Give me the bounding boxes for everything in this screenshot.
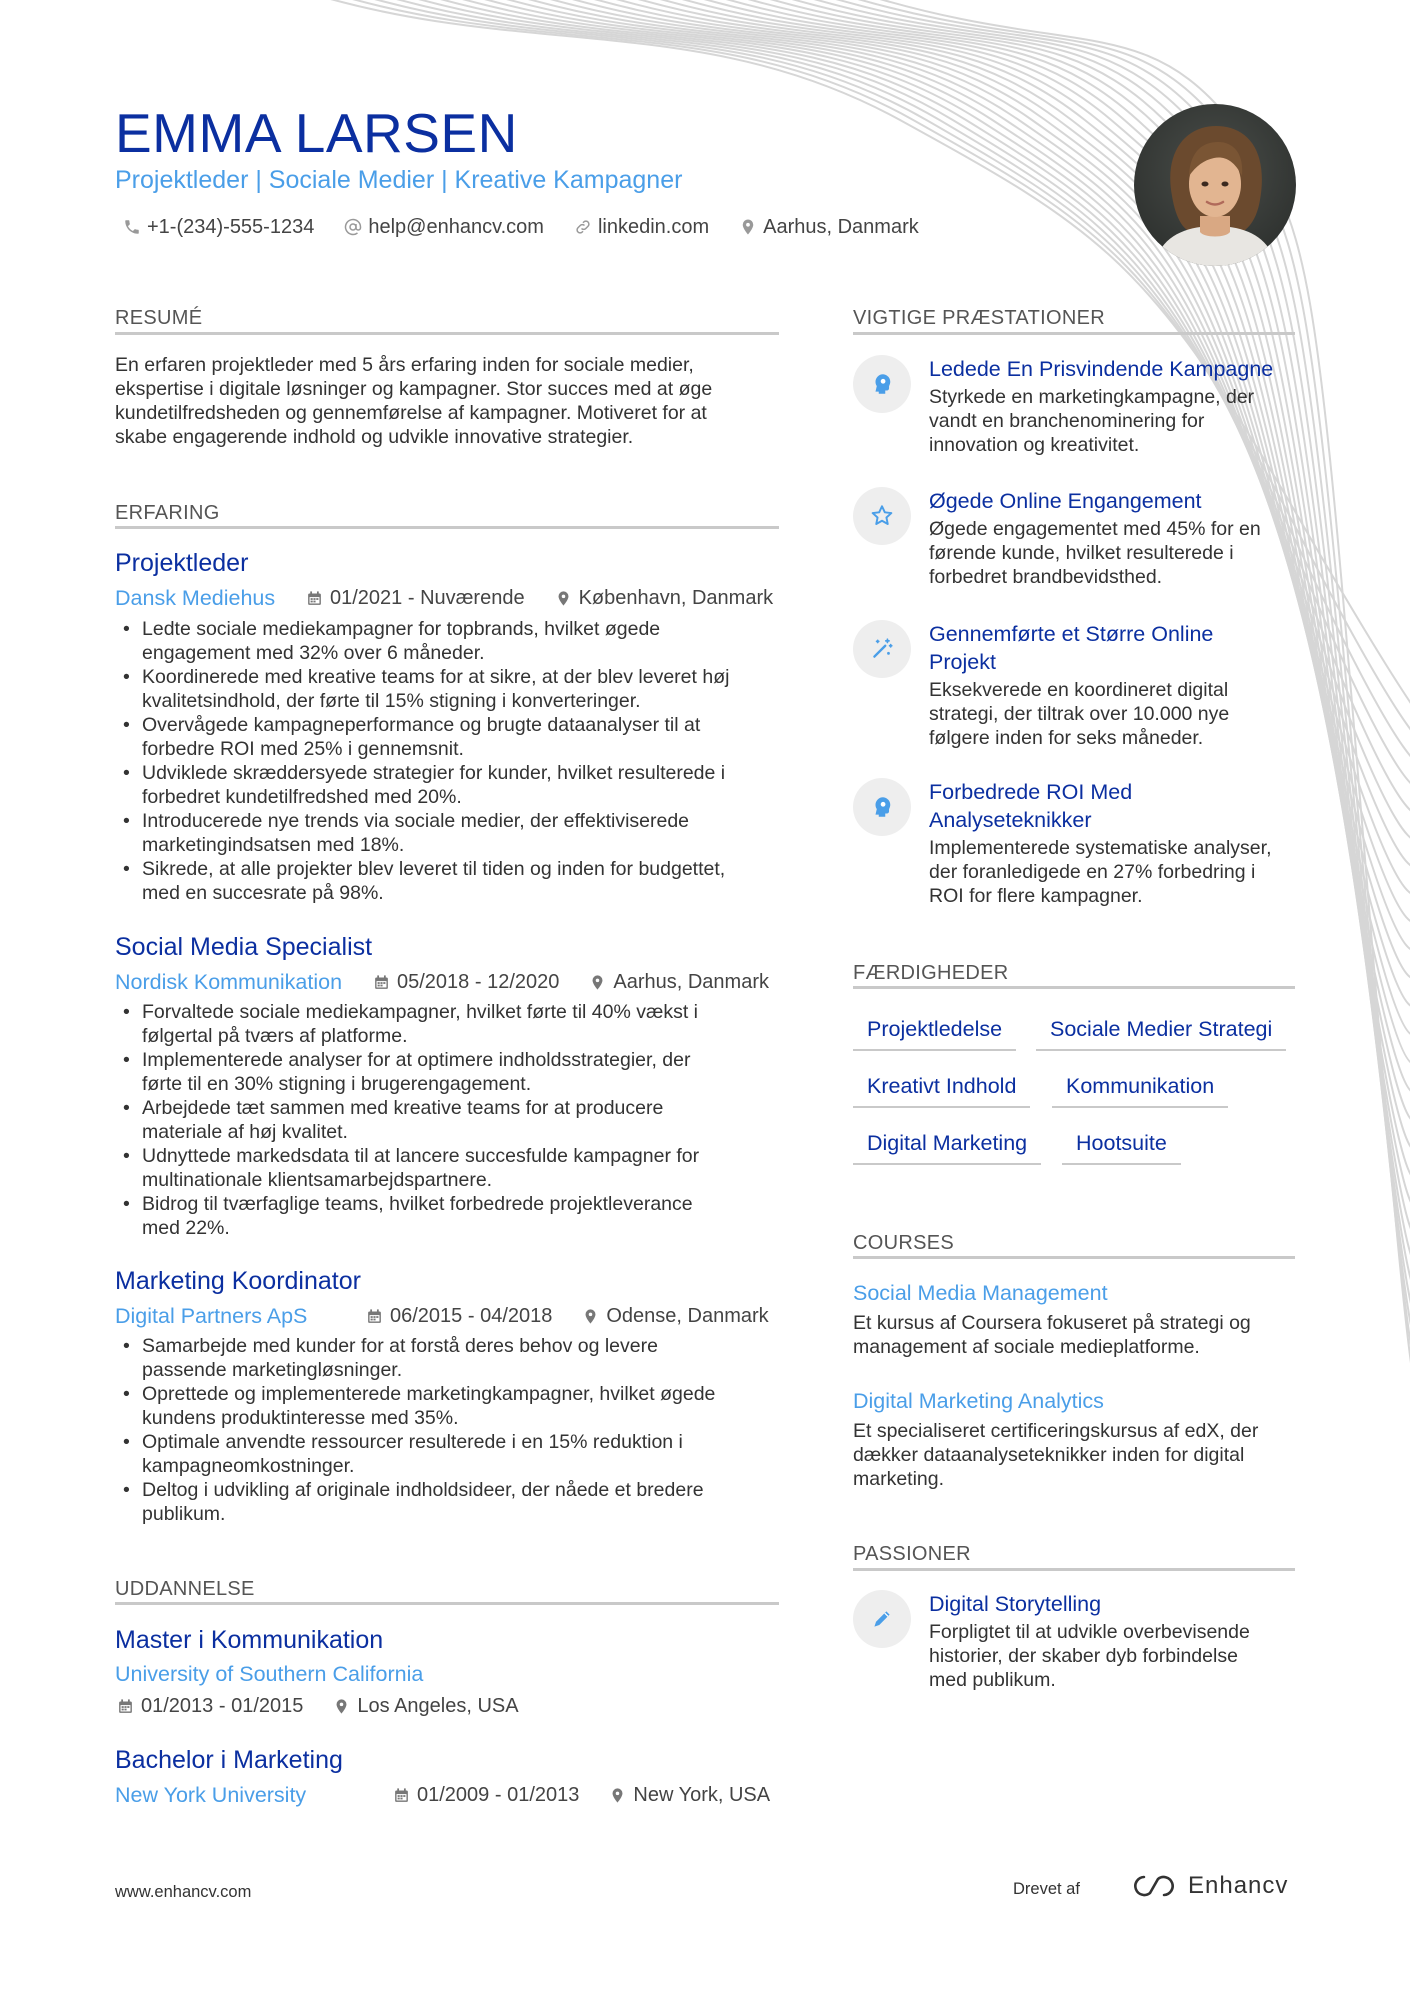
contact-linkedin[interactable] [574,213,709,241]
job-location-text: København, Danmark [578,587,774,609]
job-bullet: • Oprettede og implementerede marketingkampagner, hvilket øgede kundens produktinteresse med 35%. [115,1382,795,1430]
skills-section-title: FÆRDIGHEDER [853,962,1009,984]
job-company: Dansk Mediehus [115,586,276,610]
courses-divider [853,1256,1295,1259]
job-bullet: • Udnyttede markedsdata til at lancere succesfulde kampagner for multinationale klientsamarbejdspartnere. [115,1144,795,1192]
location-pin-icon [582,1308,599,1325]
education-location-text: Los Angeles, USA [357,1695,519,1717]
passion-item [929,1590,1299,1692]
education-dates-text: 01/2013 - 01/2015 [141,1695,304,1717]
job-title: Projektleder [115,549,249,577]
education-school: New York University [115,1783,307,1807]
achievement-desc: Styrkede en marketingkampagne, der vandt en branchenominering for innovation og kreativitet. [929,386,1255,456]
summary-line: kundetilfredsheden og gennemførelse af kampagner. Motiveret for at [115,402,707,424]
calendar-icon [117,1698,134,1715]
education-meta [393,1781,770,1809]
job-bullet: • Ledte sociale mediekampagner for topbrands, hvilket øgede engagement med 32% over 6 måneder. [115,617,795,665]
summary-line: skabe engagerende indhold og udvikle innovative strategier. [115,426,634,448]
skill-tag: Digital Marketing [853,1129,1041,1165]
footer-brand[interactable] [1130,1872,1288,1900]
location-pin-icon [739,218,757,236]
achievement-title: Forbedrede ROI Med Analyseteknikker [929,780,1133,832]
pen-icon [853,1590,911,1648]
footer-brand-name: Enhancv [1188,1872,1289,1899]
lightbulb-head-icon [853,778,911,836]
job-bullets [115,617,795,905]
star-icon [853,487,911,545]
achievement-item [929,620,1299,750]
skill-tag: Kommunikation [1052,1072,1228,1108]
profile-photo [1134,104,1296,266]
calendar-icon [393,1787,410,1804]
achievements-divider [853,332,1295,335]
lightbulb-head-icon [853,355,911,413]
summary-text [115,353,779,449]
job-bullet: • Udviklede skræddersyede strategier for kunder, hvilket resulterede i forbedret kundetilfredshed med 20%. [115,761,795,809]
job-bullet: • Samarbejde med kunder for at forstå deres behov og levere passende marketingløsninger. [115,1334,795,1382]
summary-divider [115,332,779,335]
linkedin-text: linkedin.com [597,216,710,238]
job-meta [366,1302,769,1330]
job-bullet: • Forvaltede sociale mediekampagner, hvilket førte til 40% vækst i følgertal på tværs af platforme. [115,1000,795,1048]
candidate-headline: Projektleder | Sociale Medier | Kreative Kampagner [115,166,683,194]
achievement-title: Ledede En Prisvindende Kampagne [929,357,1274,381]
achievement-desc: Øgede engagementet med 45% for en førende kunde, hvilket resulterede i forbedret brandbevidsthed. [929,518,1261,588]
education-dates-text: 01/2009 - 01/2013 [417,1784,580,1806]
skill-tag: Hootsuite [1062,1129,1181,1165]
summary-section-title: RESUMÉ [115,307,203,329]
achievement-item [929,355,1299,457]
passion-desc: Forpligtet til at udvikle overbevisende historier, der skaber dyb forbindelse med publikum. [929,1621,1250,1691]
job-dates-text: 05/2018 - 12/2020 [397,971,560,993]
link-icon [574,218,592,236]
job-meta [373,968,769,996]
job-bullet: • Optimale anvendte ressourcer resulterede i en 15% reduktion i kampagneomkostninger. [115,1430,795,1478]
skill-tag: Projektledelse [853,1015,1016,1051]
job-dates [366,1302,552,1330]
location-text: Aarhus, Danmark [763,216,919,238]
job-bullet: • Bidrog til tværfaglige teams, hvilket forbedrede projektleverance med 22%. [115,1192,795,1240]
calendar-icon [373,974,390,991]
courses-section-title: COURSES [853,1232,955,1254]
contact-location [739,213,919,241]
job-bullets [115,1000,795,1240]
job-bullet: • Arbejdede tæt sammen med kreative teams for at producere materiale af høj kvalitet. [115,1096,795,1144]
candidate-name: EMMA LARSEN [115,102,518,164]
contact-phone[interactable] [123,213,314,241]
achievement-item [929,487,1299,589]
phone-icon [123,218,141,236]
footer-website[interactable]: www.enhancv.com [115,1883,252,1901]
location-pin-icon [333,1698,350,1715]
achievements-section-title: VIGTIGE PRÆSTATIONER [853,307,1105,329]
job-dates [373,968,559,996]
skills-divider [853,986,1295,989]
passion-title: Digital Storytelling [929,1592,1102,1616]
education-location [333,1692,518,1720]
location-pin-icon [589,974,606,991]
summary-line: En erfaren projektleder med 5 års erfaring inden for sociale medier, [115,354,694,376]
portrait-illustration [1134,104,1296,266]
achievement-desc: Eksekverede en koordineret digital strategi, der tiltrak over 10.000 nye følgere inden for seks måneder. [929,679,1230,749]
job-dates-text: 06/2015 - 04/2018 [390,1305,553,1327]
passions-divider [853,1568,1295,1571]
calendar-icon [306,590,323,607]
location-pin-icon [555,590,572,607]
job-title: Social Media Specialist [115,933,373,961]
job-company: Nordisk Kommunikation [115,970,343,994]
education-section-title: UDDANNELSE [115,1578,255,1600]
job-location [589,968,769,996]
job-location-text: Odense, Danmark [606,1305,769,1327]
education-location-text: New York, USA [633,1784,771,1806]
experience-section-title: ERFARING [115,502,220,524]
education-location [609,1781,770,1809]
job-bullet: • Introducerede nye trends via sociale medier, der effektiviserede marketingindsatsen med 18%. [115,809,795,857]
education-divider [115,1602,779,1605]
skill-tag: Sociale Medier Strategi [1036,1015,1286,1051]
job-bullet: • Overvågede kampagneperformance og brugte dataanalyser til at forbedre ROI med 25% i gennemsnit. [115,713,795,761]
education-degree: Master i Kommunikation [115,1626,384,1654]
magic-wand-icon [853,620,911,678]
job-meta [306,584,773,612]
job-dates-text: 01/2021 - Nuværende [330,587,525,609]
skill-tag: Kreativt Indhold [853,1072,1030,1108]
location-pin-icon [609,1787,626,1804]
calendar-icon [366,1308,383,1325]
job-location-text: Aarhus, Danmark [613,971,769,993]
job-bullet: • Sikrede, at alle projekter blev leveret til tiden og inden for budgettet, med en succesrate på 98%. [115,857,795,905]
achievement-title: Øgede Online Engangement [929,489,1202,513]
job-bullets [115,1334,795,1526]
contact-email[interactable] [344,213,544,241]
course-name: Social Media Management [853,1281,1108,1305]
education-degree: Bachelor i Marketing [115,1746,343,1774]
job-location [582,1302,768,1330]
job-company: Digital Partners ApS [115,1304,308,1328]
achievement-title: Gennemførte et Større Online Projekt [929,622,1214,674]
achievement-item [929,778,1299,908]
course-desc: Et kursus af Coursera fokuseret på strategi og management af sociale medieplatforme. [853,1312,1251,1358]
job-bullet: • Implementerede analyser for at optimere indholdsstrategier, der førte til en 30% stigning i brugerengagement. [115,1048,795,1096]
job-dates [306,584,525,612]
course-name: Digital Marketing Analytics [853,1389,1104,1413]
achievement-desc: Implementerede systematiske analyser, der foranledigede en 27% forbedring i ROI for flere kampagner. [929,837,1272,907]
education-dates [117,1692,303,1720]
job-location [555,584,774,612]
enhancv-logo-icon [1130,1873,1178,1899]
job-bullet: • Koordinerede med kreative teams for at sikre, at der blev leveret høj kvalitetsindhold, der førte til 15% stigning i konverteringer. [115,665,795,713]
course-desc: Et specialiseret certificeringskursus af edX, der dækker dataanalyseteknikker inden for digital marketing. [853,1420,1259,1490]
contact-bar [123,213,919,241]
job-bullet: • Deltog i udvikling af originale indholdsideer, der nåede et bredere publikum. [115,1478,795,1526]
education-dates [393,1781,579,1809]
job-title: Marketing Koordinator [115,1267,361,1295]
footer-powered-by: Drevet af [1013,1880,1080,1898]
phone-text: +1-(234)-555-1234 [147,216,315,238]
email-text: help@enhancv.com [368,216,544,238]
summary-line: ekspertise i digitale løsninger og kampagner. Stor succes med at øge [115,378,713,400]
passions-section-title: PASSIONER [853,1543,971,1565]
at-icon [344,218,362,236]
education-school: University of Southern California [115,1662,424,1686]
education-meta [117,1692,519,1720]
experience-divider [115,526,779,529]
